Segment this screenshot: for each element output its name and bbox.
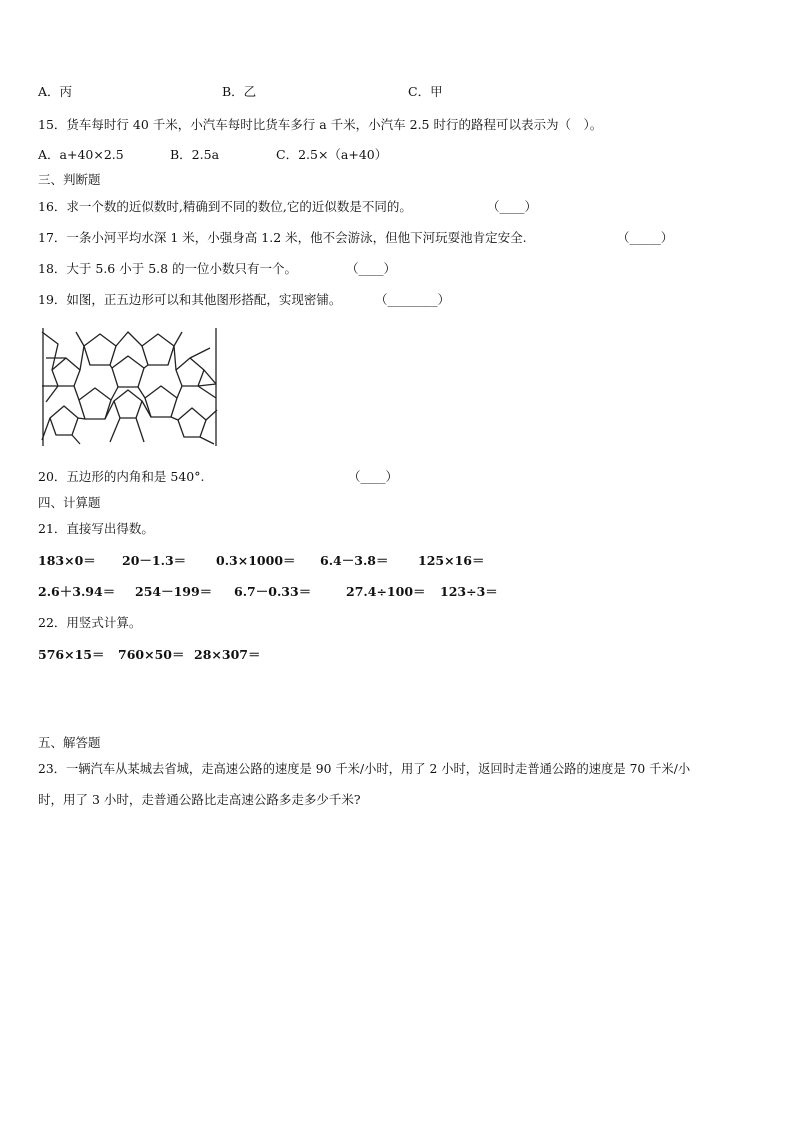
q21-calc-item: 0.3×1000＝ bbox=[216, 553, 296, 568]
q22-calc-item: 28×307＝ bbox=[194, 647, 261, 662]
q14-option-c: C．甲 bbox=[408, 84, 443, 99]
q22-calc-item: 576×15＝ bbox=[38, 647, 105, 662]
section-4-heading: 四、计算题 bbox=[38, 495, 101, 510]
q23-stem-line2: 时，用了 3 小时，走普通公路比走高速公路多走多少千米? bbox=[38, 792, 361, 807]
q21-calc-item: 125×16＝ bbox=[418, 553, 485, 568]
q16-stem: 16．求一个数的近似数时,精确到不同的数位,它的近似数是不同的。 bbox=[38, 199, 412, 214]
q20-answer-blank[interactable]: （____） bbox=[348, 469, 399, 484]
q18-answer-blank[interactable]: （____） bbox=[346, 261, 397, 276]
q15-option-a: A．a+40×2.5 bbox=[38, 147, 124, 162]
q21-calc-item: 254－199＝ bbox=[135, 584, 213, 599]
q21-calc-item: 2.6＋3.94＝ bbox=[38, 584, 116, 599]
q15-stem: 15．货车每时行 40 千米，小汽车每时比货车多行 a 千米，小汽车 2.5 时行的路程可以表示为（ ）。 bbox=[38, 117, 603, 132]
q18-stem: 18．大于 5.6 小于 5.8 的一位小数只有一个。 bbox=[38, 261, 298, 276]
q17-answer-blank[interactable]: （_____） bbox=[617, 230, 674, 245]
q22-calc-item: 760×50＝ bbox=[118, 647, 185, 662]
q21-calc-item: 6.4－3.8＝ bbox=[320, 553, 389, 568]
pentagon-tessellation-figure bbox=[40, 328, 218, 446]
q14-option-b: B．乙 bbox=[222, 84, 257, 99]
q21-stem: 21．直接写出得数。 bbox=[38, 521, 154, 536]
q19-answer-blank[interactable]: （________） bbox=[375, 292, 451, 307]
section-5-heading: 五、解答题 bbox=[38, 735, 101, 750]
q21-calc-item: 183×0＝ bbox=[38, 553, 96, 568]
q14-option-a: A．丙 bbox=[38, 84, 73, 99]
q23-stem-line1: 23．一辆汽车从某城去省城，走高速公路的速度是 90 千米/小时，用了 2 小时，返回时走普通公路的速度是 70 千米/小 bbox=[38, 762, 691, 776]
q21-calc-item: 123÷3＝ bbox=[440, 584, 498, 599]
q21-calc-item: 27.4÷100＝ bbox=[346, 584, 426, 599]
q19-stem: 19．如图，正五边形可以和其他图形搭配，实现密铺。 bbox=[38, 292, 342, 307]
section-3-heading: 三、判断题 bbox=[38, 172, 101, 187]
q21-calc-item: 6.7－0.33＝ bbox=[234, 584, 312, 599]
q15-option-b: B．2.5a bbox=[170, 147, 220, 162]
q17-stem: 17．一条小河平均水深 1 米，小强身高 1.2 米，他不会游泳，但他下河玩耍池肯定安全. bbox=[38, 230, 527, 245]
q15-option-c: C．2.5×（a+40） bbox=[276, 147, 388, 162]
q16-answer-blank[interactable]: （____） bbox=[487, 199, 538, 214]
q20-stem: 20．五边形的内角和是 540°. bbox=[38, 469, 205, 484]
q22-stem: 22．用竖式计算。 bbox=[38, 615, 142, 630]
q21-calc-item: 20－1.3＝ bbox=[122, 553, 187, 568]
